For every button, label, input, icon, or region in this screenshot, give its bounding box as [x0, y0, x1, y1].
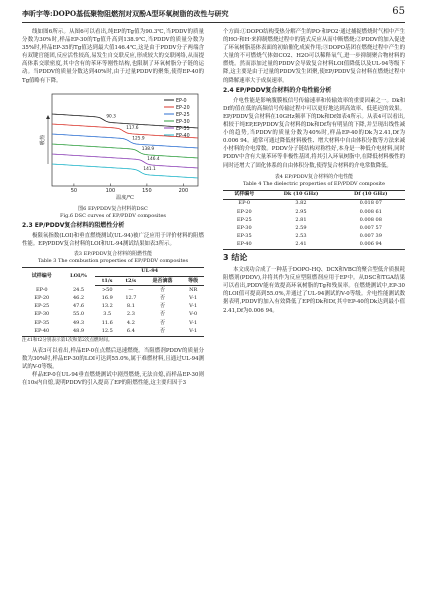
table-cell: V-1 [189, 295, 198, 302]
dsc-curve-ep-35 [52, 154, 198, 168]
table-cell: 否 [143, 327, 183, 336]
table-cell: EP-25 [236, 216, 252, 223]
table-cell: EP-40 [22, 327, 62, 336]
table-header: LOI/% [62, 267, 96, 285]
endo-arrowhead [46, 115, 50, 119]
table-cell: 0.007 39 [359, 233, 382, 240]
table-cell: 48.9 [62, 327, 96, 336]
paragraph: 极限氧指数(LOI)和垂直燃烧测试(UL-94)被广泛应用于评价材料的阻燃性能。EP/PDDV复合材料的LOI和UL-94测试结果如表3所示。 [22, 232, 204, 247]
table3 [22, 267, 204, 337]
table-header: Df (10 GHz) [336, 190, 405, 199]
table-cell: 13.2 [101, 303, 113, 310]
table-cell: 11.6 [101, 319, 113, 326]
table-cell: 否 [160, 303, 166, 310]
section-heading: 2.3 EP/PDDV复合材料的阻燃性分析 [22, 221, 125, 229]
table-cell: 2.3 [126, 311, 135, 318]
x-tick-label: 150 [142, 187, 152, 194]
table-cell: V-1 [189, 303, 198, 310]
table-cell: EP-40 [223, 241, 265, 250]
table-header: UL-94 [95, 267, 204, 276]
table-row [22, 311, 204, 319]
legend-label: EP-0 [176, 98, 187, 104]
table-row [223, 224, 405, 232]
table-cell: 0.007 57 [359, 224, 382, 231]
table-cell: 49.3 [72, 319, 85, 326]
table-cell: — [128, 286, 134, 293]
table-cell: 4.2 [126, 319, 135, 326]
table-cell: 2.59 [295, 224, 307, 231]
table-note: 注:t1和t2分别表示第1次和第2次点燃时间。 [22, 337, 113, 343]
dsc-curve-ep-40 [52, 164, 198, 178]
figure-caption-en: Fig.6 DSC curves of EP/PDDV composites [60, 212, 166, 219]
dsc-chart [22, 88, 204, 206]
table-cell: 否 [160, 311, 166, 318]
paragraph: 样品EP-0在UL-94垂直燃烧测试中剧烈燃烧,无法自熄,而样品EP-30则在10s内自熄,说明PDDV的引入提高了EP的阻燃性能,这主要归因于3 [22, 372, 204, 387]
section-heading: 3 结论 [223, 253, 248, 263]
x-tick-label: 200 [178, 187, 189, 194]
legend-label: EP-20 [176, 105, 190, 111]
table-cell: 6.4 [119, 327, 143, 336]
table-header: 是否滴落 [143, 277, 183, 286]
section-heading: 2.4 EP/PDDV复合材料的介电性能分析 [223, 86, 332, 94]
tg-annotation: 117.6 [126, 125, 139, 131]
table-cell: 24.5 [72, 286, 85, 293]
paragraph: 个方面:①DOPO结构受热分解产生的PO·和PO2·通过捕捉燃烧时气相中产生的HO·和H·来抑制燃烧过程中的链式反应从而中断燃烧;②PDDV的加入促进了环氧树脂基体表面的初始催化成炭作用;③DOPO基团在燃烧过程中产生的大量的不可燃烧气体如CO2、H2O可以稀释氧气,进一步抑制聚合物材料的燃烧。然而添加过量的PDDV会导致复合材料LOI值降低以及UL-94等级下降,这主要是由于过量的PDDV发生团聚,使EP/PDDV复合材料在燃烧过程中的降解速率大于成炭速率。 [223, 29, 405, 84]
tg-annotation: 90.3 [106, 114, 116, 120]
legend-label: EP-25 [176, 112, 190, 118]
table-row [22, 303, 204, 311]
table-cell: EP-0 [238, 200, 251, 207]
table-cell: 16.9 [101, 295, 113, 302]
table-cell: EP-20 [34, 295, 50, 302]
table-cell: 2.41 [265, 241, 336, 250]
tg-annotation: 141.1 [143, 166, 156, 172]
page-header [22, 6, 405, 23]
legend-label: EP-30 [176, 119, 190, 125]
table4 [223, 190, 405, 250]
table-row [223, 208, 405, 216]
table-cell: EP-35 [236, 233, 252, 240]
table-cell: 0.018 07 [359, 200, 382, 207]
table4-title-en: Table 4 The dielectric properties of EP/PDDV composite [242, 180, 386, 187]
table-cell: >50 [101, 286, 113, 293]
table-cell: EP-25 [34, 303, 50, 310]
table-cell: 0.008 08 [359, 216, 382, 223]
y-axis-label: 吸热 [40, 134, 46, 145]
tg-annotation: 146.4 [147, 156, 160, 162]
table-cell: 12.5 [95, 327, 119, 336]
table-header: 等级 [182, 277, 204, 286]
table-cell: 0.008 61 [359, 208, 382, 215]
x-axis-label: 温度/℃ [116, 194, 134, 201]
table-cell: 2.53 [295, 233, 307, 240]
table-cell: 8.1 [126, 303, 135, 310]
table-header: 试样编号 [22, 267, 62, 285]
figure-caption-cn: 图6 EP/PDDV复合材料的DSC [78, 205, 148, 212]
tg-annotation: 125.9 [132, 135, 145, 141]
table-cell: V-1 [189, 319, 198, 326]
table-row [223, 233, 405, 241]
table-header: Dk (10 GHz) [265, 190, 336, 199]
page-number: 65 [392, 6, 405, 17]
x-tick-label: 50 [70, 187, 78, 194]
paragraph: 从表3可以看出,样品EP-0在点燃后迅速燃烧。当阻燃剂PDDV的质量分数为30%时,样品EP-30的LOI可达到55.0%,属于难燃材料,且通过UL-94测试的V-0等级。 [22, 348, 204, 371]
table-row [223, 241, 405, 250]
table-cell: EP-30 [236, 224, 252, 231]
table-cell: 否 [160, 295, 166, 302]
table-row [22, 295, 204, 303]
table-row [223, 216, 405, 224]
table-cell: 2.81 [295, 216, 307, 223]
paragraph: 线如图6所示。从图6可以看出,纯EP的Tg值为90.3℃,当PDDV的质量分数为30%时,样品EP-30的Tg值升高到138.9℃,当PDDV的质量分数为35%时,样品EP-35的Tg值达到最大值146.4℃,这是由于PDDV分子两端含有双键官能团,反应活性较高,易发生自交联反应,形成较大的交联网络,从而提高体系交联密度,其中含有的苯环等刚性结构,也限制了环氧树脂分子链的运动。当PDDV的质量分数达到40%时,由于过量PDDV的聚集,使得EP-40的Tg值略有下降。 [22, 29, 204, 84]
table-cell: 3.5 [103, 311, 112, 318]
table-cell: 47.6 [72, 303, 85, 310]
table-cell: EP-35 [34, 319, 50, 326]
legend-label: EP-40 [176, 133, 190, 139]
table-cell: 3.82 [295, 200, 307, 207]
running-title: 李昕宇等:DOPO基低聚物阻燃剂对双酚A型环氧树脂的改性与研究 [22, 9, 229, 18]
table-cell: 否 [160, 319, 166, 326]
paragraph: 本文成功合成了一种基于DOPO-HQ、DCX和VBC的聚合型低介质损耗阻燃剂(PDDV),并将其作为反应型阻燃剂应用于EP中。从DSC和TGA结果可以看出,PDDV能有效提高环氧树脂的Tg和残炭率。在燃烧测试中,EP-30的LOI值可提高到55.0%,并通过了UL-94测试的V-0等级。介电性能测试数据表明,PDDV的加入有效降低了EP的Dk和Df,其中EP-40的Dk达到最小值2.41,Df为0.006 94。 [223, 267, 405, 314]
dsc-figure [22, 88, 204, 206]
table-header: t2/s [119, 277, 143, 286]
table-cell: 0.006 94 [336, 241, 405, 250]
table-cell: NR [189, 286, 198, 293]
table-header: t1/s [95, 277, 119, 286]
right-column [223, 28, 405, 315]
x-tick-label: 100 [105, 187, 116, 194]
table-row [223, 199, 405, 208]
table-cell: EP-20 [236, 208, 252, 215]
table-cell: 46.2 [72, 295, 85, 302]
table-cell: 否 [160, 286, 166, 293]
table-cell: V-0 [189, 311, 198, 318]
table3-title-cn: 表3 EP/PDDV复合材料的阻燃性能 [73, 250, 153, 257]
table-cell: V-1 [182, 327, 204, 336]
paragraph: 介电性能是影响腹膜板信号传输速率和传输效率的重要因素之一。Dk和Df的值在低的高频信号传输过程中可以更好地达到高效率、低延迟的效果。EP/PDDV复合材料在10GHz频率下的Dk和Df如表4所示。从表4可以看出,相较于纯EP,EP/PDDV复合材料的Dk和Df均有明显的下降,并呈现出线性减小的趋势,当PDDV的质量分数为40%时,样品EP-40的Dk为2.41,Df为0.006 94。通常可通过降低材料极性、增大材料中自由体积分数等方法来减小材料的介电常数。PDDV分子链结构对称性好,本身是一种低介电材料,同时PDDV中含有大量苯环等非极性基团,将其引入环氧树脂中,在降低材料极性的同时还增大了固化体系的自由体积分数,使得复合材料的介电常数降低。 [223, 97, 405, 169]
table-row [22, 327, 204, 336]
table4-title-cn: 表4 EP/PDDV复合材料的介电性能 [274, 173, 354, 180]
table-cell: EP-0 [35, 286, 48, 293]
left-column [22, 28, 204, 388]
table-cell: EP-30 [34, 311, 50, 318]
tg-annotation: 138.9 [141, 146, 155, 152]
table-row [22, 286, 204, 295]
dsc-curve-ep-30 [52, 144, 198, 158]
table-cell: 12.7 [125, 295, 137, 302]
table-header: 试样编号 [223, 190, 265, 199]
legend-label: EP-35 [176, 126, 190, 132]
table-cell: 55.0 [72, 311, 85, 318]
table-cell: 2.95 [295, 208, 307, 215]
table-row [22, 319, 204, 327]
table3-title-en: Table 3 The combustion properties of EP/PDDV composites [37, 257, 189, 264]
